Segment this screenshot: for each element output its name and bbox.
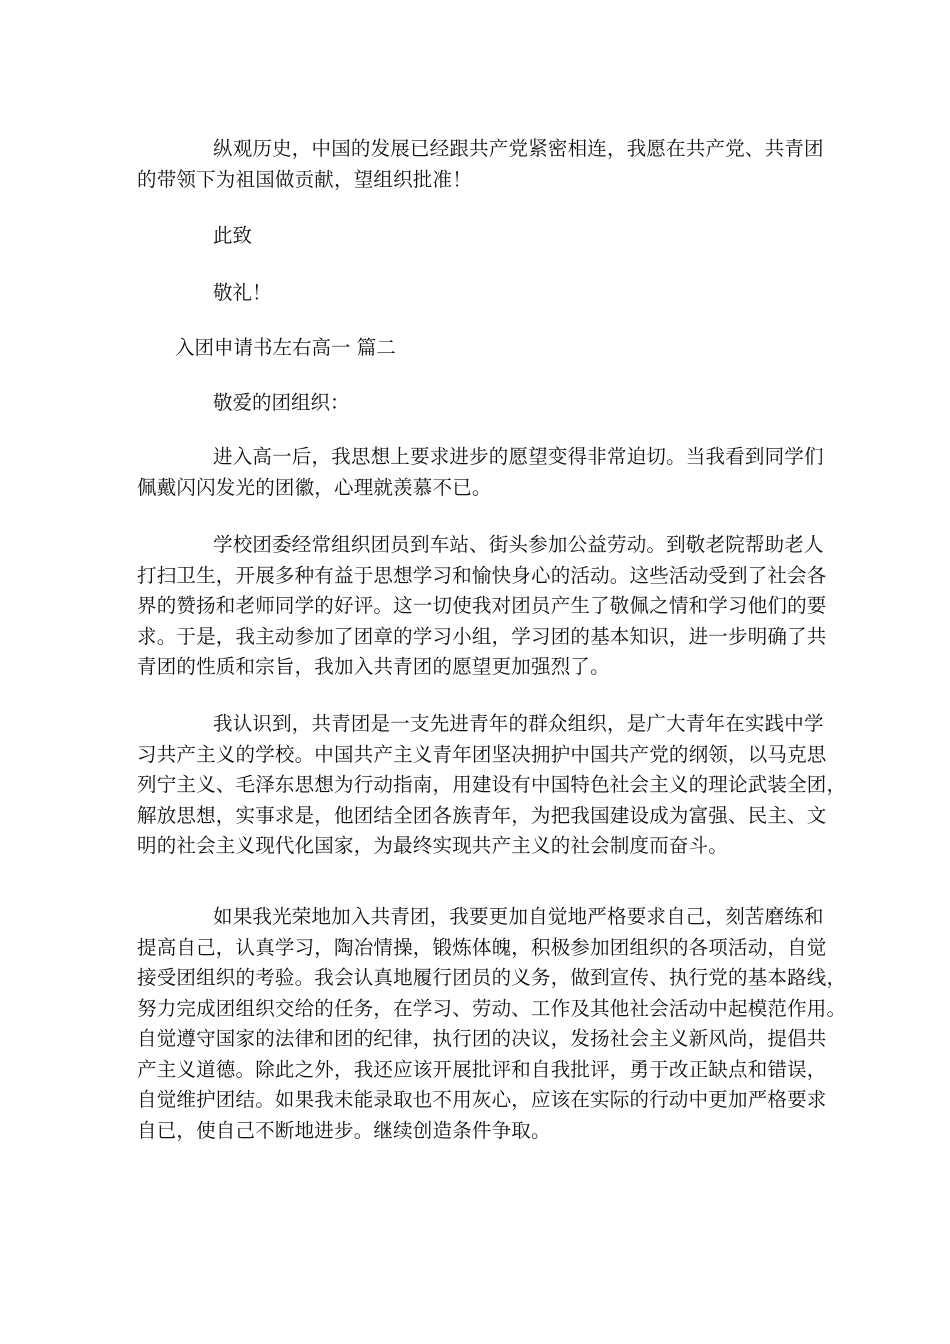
paragraph-line: 佩戴闪闪发光的团徽，心理就羡慕不已。 bbox=[137, 475, 492, 499]
salutation: 敬爱的团组织： bbox=[213, 391, 350, 414]
paragraph-line: 的带领下为祖国做贡献，望组织批准！ bbox=[137, 167, 472, 191]
paragraph-intro bbox=[137, 442, 827, 503]
paragraph-understanding bbox=[137, 709, 847, 862]
paragraph-line: 接受团组织的考验。我会认真地履行团员的义务，做到宣传、执行党的基本路线， bbox=[137, 966, 847, 989]
closing-ci-zhi: 此致 bbox=[213, 224, 253, 247]
paragraph-line: 自觉维护团结。如果我未能录取也不用灰心，应该在实际的行动中更加严格要求 bbox=[137, 1088, 827, 1111]
paragraph-line: 自已，使自己不断地进步。继续创造条件争取。 bbox=[137, 1118, 551, 1142]
paragraph-conclusion bbox=[137, 134, 827, 195]
paragraph-line: 习共产主义的学校。中国共产主义青年团坚决拥护中国共产党的纲领，以马克思 bbox=[137, 742, 827, 766]
paragraph-line: 界的赞扬和老师同学的好评。这一切使我对团员产生了敬佩之情和学习他们的要 bbox=[137, 594, 827, 617]
paragraph-line: 提高自己，认真学习，陶冶情操，锻炼体魄，积极参加团组织的各项活动，自觉 bbox=[137, 935, 827, 959]
paragraph-line: 纵观历史，中国的发展已经跟共产党紧密相连，我愿在共产党、共青团 bbox=[213, 137, 824, 160]
paragraph-line: 打扫卫生，开展多种有益于思想学习和愉快身心的活动。这些活动受到了社会各 bbox=[137, 563, 827, 587]
paragraph-line: 列宁主义、毛泽东思想为行动指南，用建设有中国特色社会主义的理论武装全团， bbox=[137, 773, 847, 796]
paragraph-line: 学校团委经常组织团员到车站、街头参加公益劳动。到敬老院帮助老人 bbox=[213, 533, 824, 556]
paragraph-line: 我认识到，共青团是一支先进青年的群众组织，是广大青年在实践中学 bbox=[213, 712, 824, 735]
paragraph-line: 青团的性质和宗旨，我加入共青团的愿望更加强烈了。 bbox=[137, 655, 610, 678]
paragraph-line: 努力完成团组织交给的任务，在学习、劳动、工作及其他社会活动中起模范作用。 bbox=[137, 996, 847, 1020]
paragraph-line: 进入高一后，我思想上要求进步的愿望变得非常迫切。当我看到同学们 bbox=[213, 445, 824, 468]
paragraph-line: 解放思想，实事求是，他团结全团各族青年，为把我国建设成为富强、民主、文 bbox=[137, 803, 827, 827]
closing-jing-li: 敬礼！ bbox=[213, 281, 272, 304]
paragraph-commitment bbox=[137, 902, 847, 1146]
section-title: 入团申请书左右高一 篇二 bbox=[175, 336, 396, 359]
paragraph-school-activities bbox=[137, 530, 827, 683]
paragraph-line: 自觉遵守国家的法律和团的纪律，执行团的决议，发扬社会主义新风尚，提倡共 bbox=[137, 1027, 827, 1050]
paragraph-line: 如果我光荣地加入共青团，我要更加自觉地严格要求自己，刻苦磨练和 bbox=[213, 905, 824, 928]
paragraph-line: 明的社会主义现代化国家，为最终实现共产主义的社会制度而奋斗。 bbox=[137, 834, 729, 857]
paragraph-line: 求。于是，我主动参加了团章的学习小组，学习团的基本知识，进一步明确了共 bbox=[137, 624, 827, 648]
paragraph-line: 产主义道德。除此之外，我还应该开展批评和自我批评，勇于改正缺点和错误， bbox=[137, 1057, 827, 1081]
